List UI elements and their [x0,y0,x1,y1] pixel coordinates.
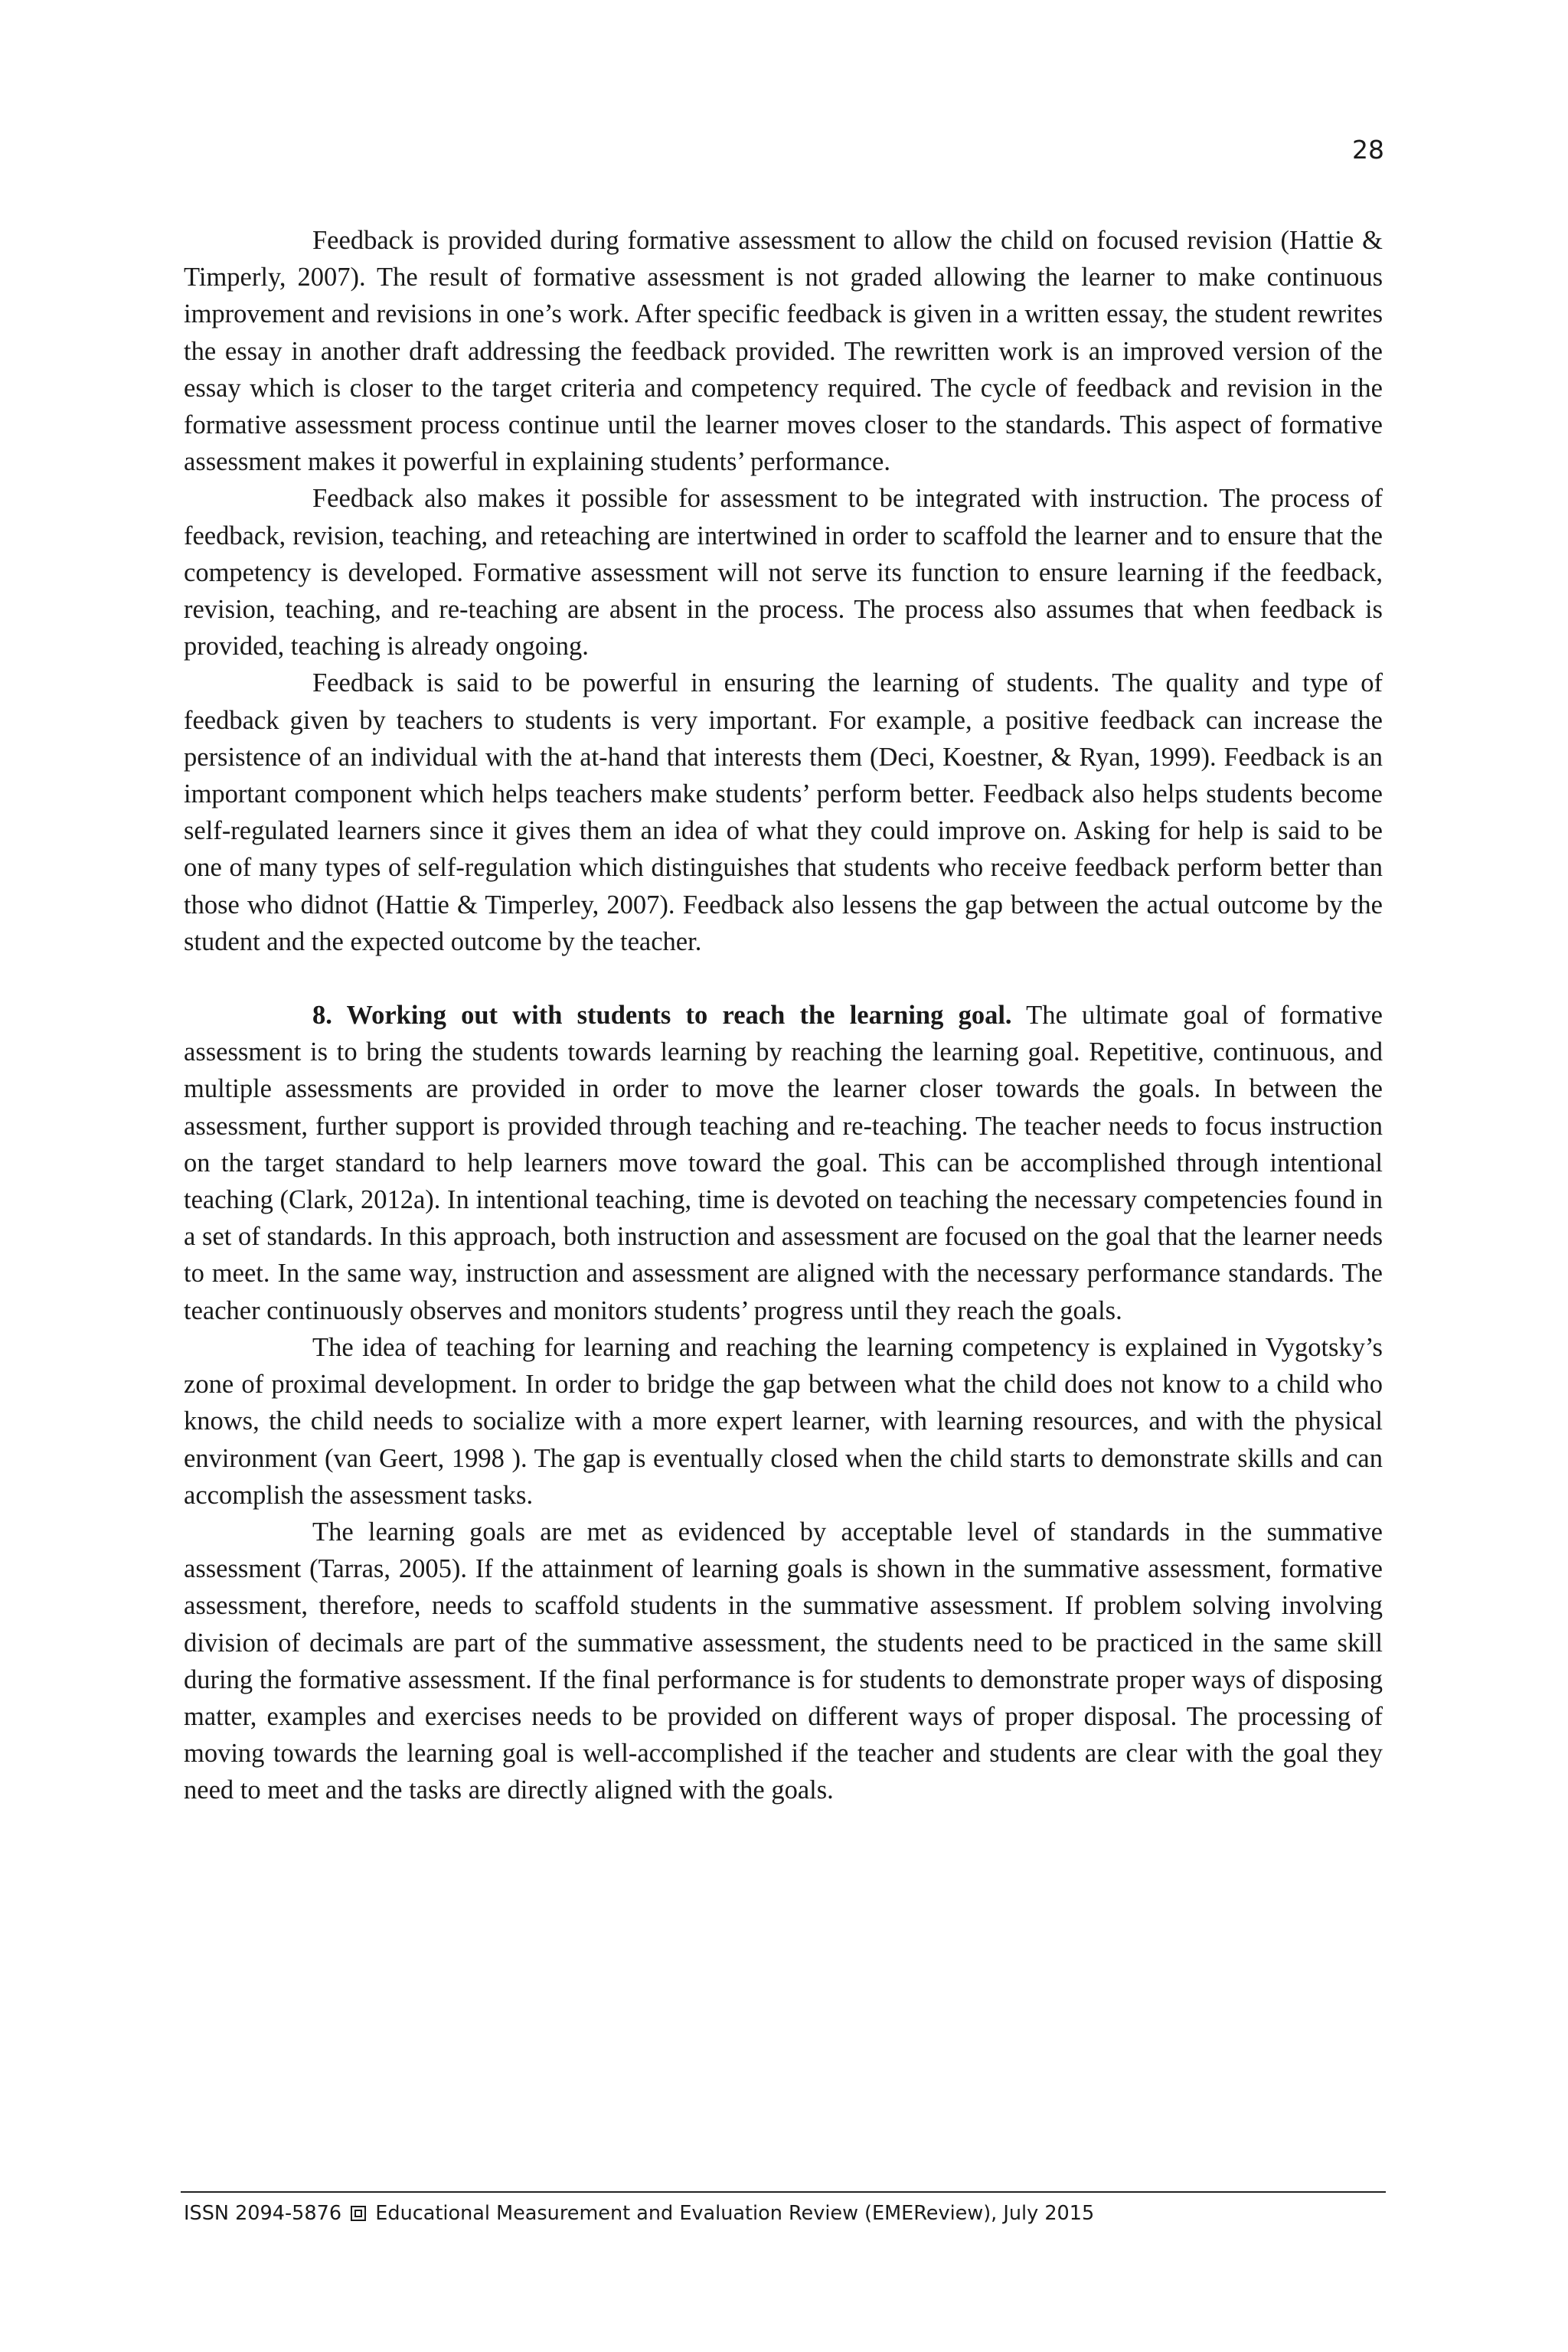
article-body [184,222,1383,1809]
footer-issn: ISSN 2094-5876 [184,2202,342,2225]
section-8-heading: 8. Working out with students to reach the learning goal. [312,1001,1012,1031]
paragraph-feedback-power: Feedback is said to be powerful in ensuring the learning of students. The quality and type of feedback given by teachers to students is very important. For example, a positive feedback can increase the persistence of an individual with the at-hand that interests them (Deci, Koestner, & Ryan, 1999). Feedback is an important component which helps teachers make students’ perform better. Feedback also helps students become self-regulated learners since it gives them an idea of what they could improve on. Asking for help is said to be one of many types of self-regulation which distinguishes that students who receive feedback perform better than those who didnot (Hattie & Timperley, 2007). Feedback also lessens the gap between the actual outcome by the student and the expected outcome by the teacher. [184,668,1383,956]
section-8-body: The ultimate goal of formative assessment is to bring the students towards learning by reaching the learning goal. Repetitive, continuous, and multiple assessments are provided in order to move the learner closer towards the goals. In between the assessment, further support is provided through teaching and re-teaching. The teacher needs to focus instruction on the target standard to help learners move toward the goal. This can be accomplished through intentional teaching (Clark, 2012a). In intentional teaching, time is devoted on teaching the necessary competencies found in a set of standards. In this approach, both instruction and assessment are focused on the goal that the learner needs to meet. In the same way, instruction and assessment are aligned with the necessary performance standards. The teacher continuously observes and monitors students’ progress until they reach the goals. [184,1001,1383,1325]
footer-journal: Educational Measurement and Evaluation Review (EMEReview), July 2015 [375,2202,1095,2225]
section-8-paragraph [184,997,1383,1329]
paragraph-feedback-revision: Feedback is provided during formative assessment to allow the child on focused revision (Hattie & Timperly, 2007). The result of formative assessment is not graded allowing the learner to make continuous improvement and revisions in one’s work. After specific feedback is given in a written essay, the student rewrites the essay in another draft addressing the feedback provided. The rewritten work is an improved version of the essay which is closer to the target criteria and competency required. The cycle of feedback and revision in the formative assessment process continue until the learner moves closer to the standards. This aspect of formative assessment makes it powerful in explaining students’ performance. [184,226,1383,477]
footer-divider [181,2191,1386,2193]
square-bullet-icon [351,2206,366,2221]
page-number: 28 [1352,135,1384,165]
paragraph-vygotsky: The idea of teaching for learning and reaching the learning competency is explained in Vygotsky’s zone of proximal development. In order to bridge the gap between what the child does not know to a child who knows, the child needs to socialize with a more expert learner, with learning resources, and with the physical environment (van Geert, 1998 ). The gap is eventually closed when the child starts to demonstrate skills and can accomplish the assessment tasks. [184,1332,1383,1510]
paragraph-learning-goals: The learning goals are met as evidenced by acceptable level of standards in the summative assessment (Tarras, 2005). If the attainment of learning goals is shown in the summative assessment, formative assessment, therefore, needs to scaffold students in the summative assessment. If problem solving involving division of decimals are part of the summative assessment, the students need to be practiced in the same skill during the formative assessment. If the final performance is for students to demonstrate proper ways of disposing matter, examples and exercises needs to be provided on different ways of proper disposal. The processing of moving towards the learning goal is well-accomplished if the teacher and students are clear with the goal they need to meet and the tasks are directly aligned with the goals. [184,1517,1383,1805]
paragraph-feedback-instruction: Feedback also makes it possible for assessment to be integrated with instruction. The process of feedback, revision, teaching, and reteaching are intertwined in order to scaffold the learner and to ensure that the competency is developed. Formative assessment will not serve its function to ensure learning if the feedback, revision, teaching, and re-teaching are absent in the process. The process also assumes that when feedback is provided, teaching is already ongoing. [184,484,1383,662]
footer [184,2202,1094,2225]
